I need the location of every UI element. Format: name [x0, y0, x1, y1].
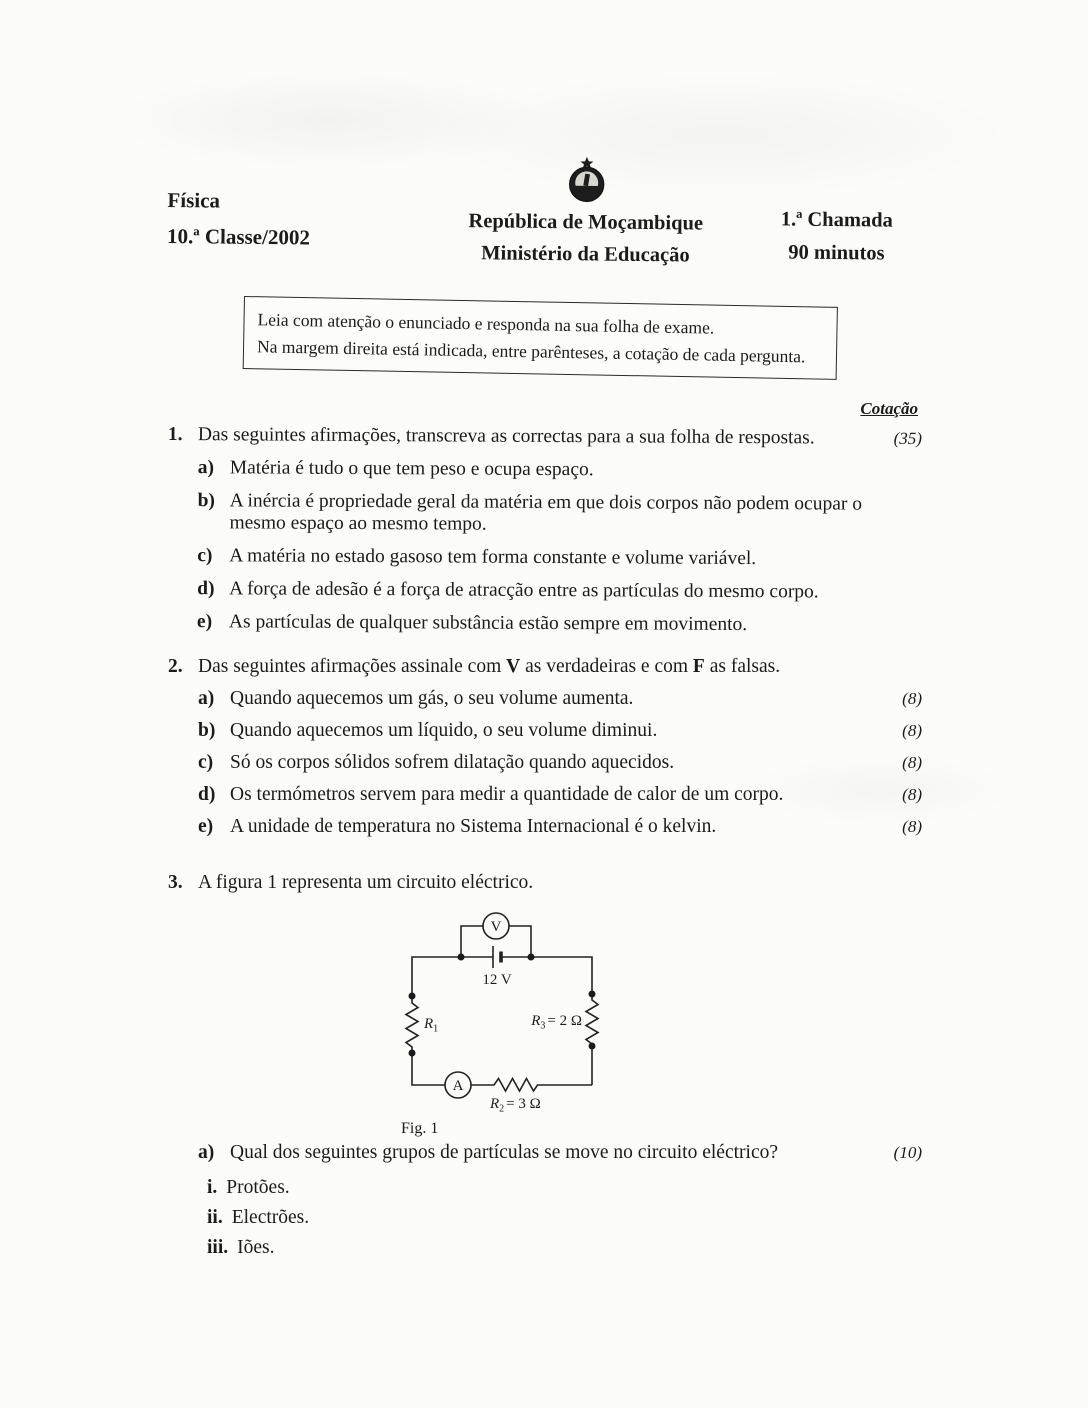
question-3a-statement [198, 1142, 922, 1164]
junction-node [409, 1050, 416, 1057]
question-3-number: 3. [168, 872, 183, 893]
junction-node [589, 1043, 596, 1050]
item-label: e) [198, 816, 214, 837]
wire-left [406, 957, 493, 1085]
list-item [207, 1237, 922, 1259]
question-2-text-part: Das seguintes afirmações assinale com [198, 656, 507, 677]
circuit-figure [394, 903, 654, 1146]
bold-f: F [692, 656, 705, 677]
question-2-text-part: as falsas. [704, 656, 781, 677]
resistor-r3-label: $R_3 = 2$ Ω [531, 1013, 582, 1032]
list-item [197, 578, 921, 604]
list-item [198, 816, 922, 838]
option-text: Protões. [226, 1177, 290, 1198]
list-item [197, 611, 921, 637]
voltmeter-label: V [490, 919, 502, 935]
options-list [168, 1177, 922, 1259]
mozambique-coat-of-arms-icon [564, 156, 609, 206]
item-text: A inércia é propriedade geral da matéria em que dois corpos não podem ocupar o mesmo espaço ao mesmo tempo. [229, 490, 863, 535]
item-text: As partículas de qualquer substância estão sempre em movimento. [228, 611, 748, 636]
figure-caption: Fig. 1 [401, 1120, 439, 1137]
item-points: (8) [902, 689, 922, 708]
item-points: (10) [893, 1143, 922, 1162]
option-label: iii. [207, 1237, 229, 1258]
exam-header [167, 152, 920, 270]
item-text: A força de adesão é a força de atracção entre as partículas do mesmo corpo. [229, 578, 819, 603]
wire-bottom [471, 1079, 592, 1092]
option-label: ii. [207, 1207, 223, 1228]
option-text: Electrões. [231, 1207, 310, 1228]
instructions-line-2: Na margem direita está indicada, entre parênteses, a cotação de cada pergunta. [256, 335, 806, 366]
item-text: Qual dos seguintes grupos de partículas se move no circuito eléctrico? [230, 1142, 778, 1163]
header-right [754, 208, 920, 270]
question-1 [167, 424, 922, 637]
question-2-text [198, 656, 860, 678]
junction-node [589, 991, 596, 998]
item-label: a) [198, 1142, 215, 1163]
header-left [167, 188, 418, 265]
question-2 [168, 656, 922, 838]
list-item [198, 784, 922, 806]
option-label: i. [207, 1177, 218, 1198]
item-points: (8) [902, 785, 922, 804]
list-item [198, 720, 922, 742]
list-item [207, 1177, 922, 1199]
question-3-text: A figura 1 representa um circuito eléctrico. [198, 872, 534, 893]
exam-duration: 90 minutos [788, 241, 885, 265]
item-points: (8) [902, 817, 922, 836]
item-label: b) [198, 720, 216, 741]
item-label: e) [196, 611, 213, 633]
cotacao-column-header: Cotação [860, 399, 918, 418]
item-text: Os termómetros servem para medir a quantidade de calor de um corpo. [230, 784, 784, 805]
item-text: Quando aquecemos um líquido, o seu volume diminui. [230, 720, 658, 741]
item-label: d) [197, 578, 215, 600]
resistor-r2-label: $R_2 = 3$ Ω [490, 1096, 541, 1115]
question-3a [168, 1142, 922, 1259]
resistor-r1-label: $R_1$ [424, 1016, 439, 1035]
exam-grade: 10.ª Classe/2002 [166, 223, 311, 250]
list-item [198, 688, 922, 710]
item-text: A matéria no estado gasoso tem forma constante e volume variável. [229, 545, 757, 570]
item-text: Quando aquecemos um gás, o seu volume aumenta. [230, 688, 634, 709]
question-1-text: Das seguintes afirmações, transcreva as correctas para a sua folha de respostas. [197, 424, 815, 449]
junction-node [528, 954, 535, 961]
question-2-statement [168, 656, 922, 678]
list-item [207, 1207, 922, 1229]
exam-session: 1.ª Chamada [780, 208, 893, 232]
republic-title: República de Moçambique [468, 210, 704, 235]
item-points: (8) [902, 753, 922, 772]
list-item [198, 752, 922, 774]
option-text: Iões. [237, 1237, 275, 1258]
item-label: c) [197, 545, 213, 567]
battery-voltage-label: 12 V [482, 972, 512, 988]
junction-node [409, 993, 416, 1000]
item-label: c) [198, 752, 214, 773]
item-text: Só os corpos sólidos sofrem dilatação quando aquecidos. [230, 752, 675, 773]
ammeter-label: A [452, 1078, 464, 1094]
item-label: a) [197, 457, 215, 479]
junction-node [458, 954, 465, 961]
question-1-number: 1. [167, 424, 183, 446]
list-item [197, 545, 921, 571]
item-text: A unidade de temperatura no Sistema Internacional é o kelvin. [230, 816, 717, 837]
question-3 [168, 872, 922, 894]
instructions-line-1: Leia com atenção o enunciado e responda na sua folha de exame. [257, 309, 715, 338]
bold-v: V [506, 656, 521, 677]
ministry-title: Ministério da Educação [481, 242, 690, 267]
exam-subject: Física [167, 187, 221, 213]
question-2-number: 2. [168, 656, 183, 677]
item-points: (8) [902, 721, 922, 740]
header-center [417, 155, 755, 269]
question-1-statement [168, 424, 922, 450]
question-3-statement [168, 872, 922, 894]
instructions-box [243, 296, 838, 380]
list-item [197, 490, 921, 538]
list-item [198, 457, 922, 483]
question-1-points: (35) [893, 428, 922, 448]
question-2-text-part: as verdadeiras e com [520, 656, 693, 677]
item-text: Matéria é tudo o que tem peso e ocupa espaço. [229, 457, 594, 481]
item-label: d) [198, 784, 216, 805]
circuit-diagram [394, 903, 654, 1141]
item-label: b) [197, 490, 215, 512]
item-label: a) [198, 688, 215, 709]
